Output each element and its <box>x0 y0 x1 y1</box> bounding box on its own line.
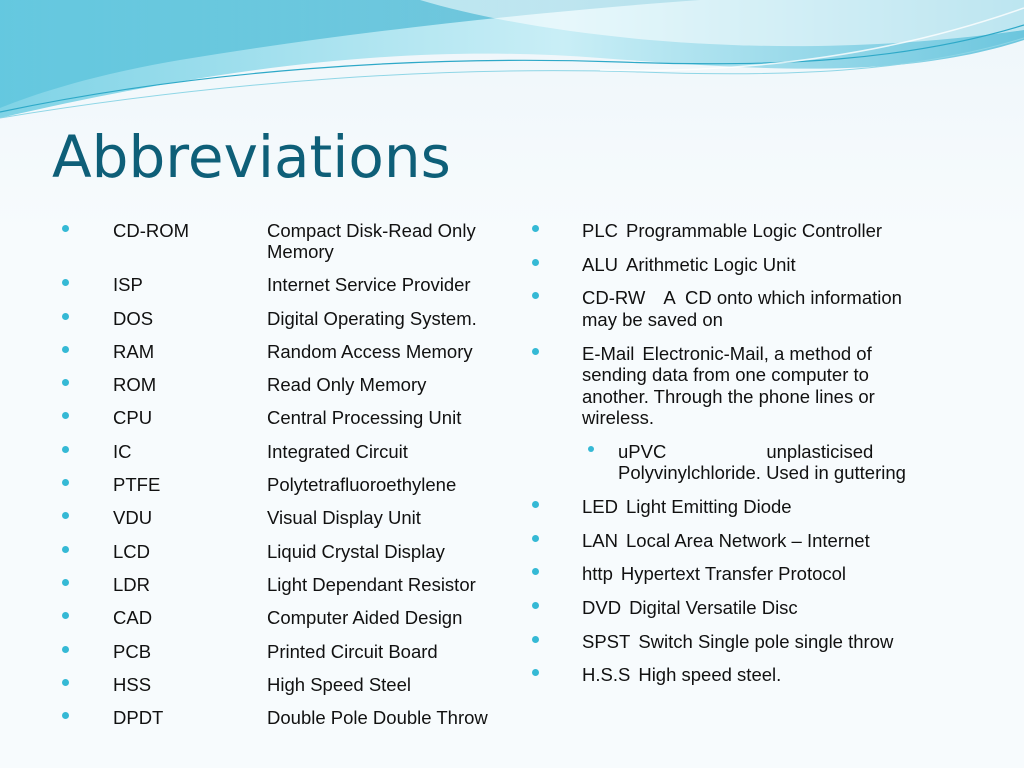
right-abbreviation-list <box>528 220 948 698</box>
bullet-icon <box>532 292 539 299</box>
abbreviation: ALU <box>582 253 618 275</box>
bullet-icon <box>62 346 69 353</box>
bullet-icon <box>62 612 69 619</box>
abbreviation: SPST <box>582 630 631 652</box>
bullet-icon <box>62 546 69 553</box>
abbreviation: CPU <box>113 407 153 429</box>
abbreviation: CAD <box>113 607 153 629</box>
list-item <box>60 707 520 728</box>
bullet-icon <box>532 669 539 676</box>
list-item <box>528 597 948 619</box>
list-item <box>528 664 948 686</box>
abbreviation: PLC <box>582 220 618 241</box>
definition: Switch Single pole single throw <box>638 630 894 652</box>
bullet-icon <box>62 225 69 232</box>
definition: Random Access Memory <box>267 340 473 362</box>
bullet-icon <box>532 535 539 542</box>
abbreviation: DOS <box>113 307 154 329</box>
list-item <box>60 407 520 428</box>
definition: A CD onto which information may be saved on <box>582 287 908 330</box>
bullet-icon <box>532 636 539 643</box>
abbreviation: CD-ROM <box>113 220 190 241</box>
definition: Compact Disk-Read Only Memory <box>267 220 476 262</box>
list-item <box>60 474 520 495</box>
abbreviation: H.S.S <box>582 664 631 686</box>
definition: Local Area Network – Internet <box>626 529 870 551</box>
definition: Polytetrafluoroethylene <box>267 474 457 496</box>
definition: Digital Operating System. <box>267 307 477 329</box>
list-item <box>60 341 520 362</box>
definition: Read Only Memory <box>267 374 427 396</box>
abbreviation: LCD <box>113 540 151 562</box>
bullet-icon <box>62 279 69 286</box>
definition: Printed Circuit Board <box>267 640 438 662</box>
list-item <box>60 641 520 662</box>
list-item <box>528 220 948 242</box>
definition: High Speed Steel <box>267 673 411 695</box>
bullet-icon <box>532 225 539 232</box>
bullet-icon <box>62 579 69 586</box>
abbreviation: IC <box>113 440 132 462</box>
definition: Electronic-Mail, a method of sending data from one computer to another. Through the phone lines or wireless. <box>582 342 875 429</box>
definition: Hypertext Transfer Protocol <box>620 563 847 585</box>
bullet-icon <box>532 259 539 266</box>
list-item <box>528 287 948 330</box>
bullet-icon <box>588 446 594 452</box>
definition: Visual Display Unit <box>267 507 421 529</box>
abbreviation: LAN <box>582 529 618 551</box>
abbreviation: PCB <box>113 640 152 662</box>
definition: Central Processing Unit <box>267 407 462 429</box>
definition: High speed steel. <box>638 664 782 686</box>
list-item <box>60 441 520 462</box>
definition: Computer Aided Design <box>267 607 463 629</box>
bullet-icon <box>62 679 69 686</box>
bullet-icon <box>62 379 69 386</box>
bullet-icon <box>532 348 539 355</box>
list-item <box>60 674 520 695</box>
bullet-icon <box>532 602 539 609</box>
left-abbreviation-list <box>60 220 520 740</box>
list-item <box>528 563 948 585</box>
abbreviation: http <box>582 563 613 585</box>
definition: Programmable Logic Controller <box>626 220 883 241</box>
abbreviation: ISP <box>113 274 143 296</box>
abbreviation: uPVC <box>618 440 667 462</box>
list-item <box>528 530 948 552</box>
definition: Integrated Circuit <box>267 440 408 462</box>
definition: Arithmetic Logic Unit <box>626 253 796 275</box>
list-item <box>528 343 948 429</box>
list-item <box>528 441 948 484</box>
definition: Digital Versatile Disc <box>629 597 798 618</box>
abbreviation: E-Mail <box>582 342 635 364</box>
bullet-icon <box>532 568 539 575</box>
slide-title: Abbreviations <box>52 123 451 191</box>
abbreviation: CD-RW <box>582 287 646 309</box>
definition: unplasticised Polyvinylchloride. Used in guttering <box>618 440 906 484</box>
definition: Light Emitting Diode <box>626 495 792 517</box>
definition: Internet Service Provider <box>267 274 471 296</box>
bullet-icon <box>62 479 69 486</box>
definition: Liquid Crystal Display <box>267 540 445 562</box>
list-item <box>60 374 520 395</box>
bullet-icon <box>532 501 539 508</box>
list-item <box>60 220 520 262</box>
bullet-icon <box>62 712 69 719</box>
abbreviation: RAM <box>113 340 155 362</box>
bullet-icon <box>62 446 69 453</box>
definition: Double Pole Double Throw <box>267 707 488 729</box>
list-item <box>528 496 948 518</box>
bullet-icon <box>62 313 69 320</box>
abbreviation: ROM <box>113 374 157 396</box>
abbreviation: PTFE <box>113 474 161 496</box>
bullet-icon <box>62 412 69 419</box>
definition: Light Dependant Resistor <box>267 573 476 595</box>
list-item <box>60 507 520 528</box>
list-item <box>60 274 520 295</box>
list-item <box>528 254 948 276</box>
list-item <box>60 574 520 595</box>
bullet-icon <box>62 646 69 653</box>
abbreviation: DPDT <box>113 707 164 729</box>
abbreviation: LED <box>582 495 618 517</box>
abbreviation: DVD <box>582 597 622 618</box>
list-item <box>60 541 520 562</box>
list-item <box>528 631 948 653</box>
abbreviation: VDU <box>113 507 153 529</box>
list-item <box>60 607 520 628</box>
abbreviation: HSS <box>113 673 152 695</box>
header-wave-decoration <box>0 0 1024 130</box>
bullet-icon <box>62 512 69 519</box>
list-item <box>60 308 520 329</box>
abbreviation: LDR <box>113 573 151 595</box>
